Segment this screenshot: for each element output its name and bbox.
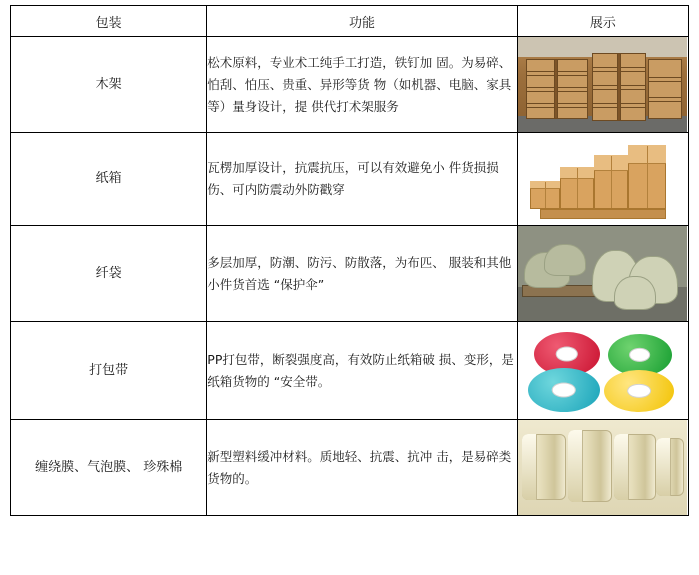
packaging-table [10, 5, 689, 516]
film-roll [614, 434, 656, 500]
film-roll [568, 430, 612, 502]
crate-post [617, 53, 621, 121]
film-roll [656, 438, 684, 496]
woven-bag [614, 276, 656, 310]
cell-package-name: 打包带 [11, 322, 207, 420]
film-roll [522, 434, 566, 500]
table-header-row [11, 6, 689, 37]
carton-box [560, 167, 594, 209]
table-row [11, 322, 689, 420]
cell-display-image [517, 37, 688, 133]
carton-box [628, 145, 666, 209]
woven-bag [544, 244, 586, 276]
cell-function-text: 瓦楞加厚设计，抗震抗压，可以有效避免小 件货损损伤、可内防震动外防戳穿 [207, 133, 517, 226]
cell-package-name: 木架 [11, 37, 207, 133]
packaging-table-page [0, 5, 699, 575]
crate-slat [648, 77, 682, 82]
table-row [11, 226, 689, 322]
cell-display-image [517, 322, 688, 420]
cell-function-text: 新型塑料缓冲材料。质地轻、抗震、抗冲 击，是易碎类货物的。 [207, 420, 517, 516]
cell-package-name: 缠绕膜、气泡膜、 珍殊棉 [11, 420, 207, 516]
cell-package-name: 纸箱 [11, 133, 207, 226]
crate-post [554, 59, 558, 119]
crate-panel [648, 59, 682, 119]
cell-display-image [517, 226, 688, 322]
table-header [11, 6, 689, 37]
cell-display-image [517, 133, 688, 226]
table-row [11, 133, 689, 226]
cell-function-text: PP打包带，断裂强度高，有效防止纸箱破 损、变形，是纸箱货物的 “安全带。 [207, 322, 517, 420]
carton-base [540, 209, 666, 219]
cell-function-text: 松术原料，专业术工纯手工打造，铁钉加 固。为易碎、怕刮、怕压、贵重、异形等货 物（如机器、电脑、家具等）量身设计，提 供代打术架服务 [207, 37, 517, 133]
woven-bag-photo [518, 226, 687, 321]
table-row [11, 37, 689, 133]
wooden-crate-photo [518, 37, 687, 132]
strapping-reel-cyan [528, 368, 600, 412]
column-header-package: 包装 [11, 6, 207, 37]
cell-package-name: 纤袋 [11, 226, 207, 322]
column-header-function: 功能 [207, 6, 517, 37]
carton-box-photo [518, 133, 687, 225]
column-header-display: 展示 [517, 6, 688, 37]
table-row [11, 420, 689, 516]
cell-function-text: 多层加厚，防潮、防污、防散落，为布匹、 服装和其他小件货首选 “保护伞” [207, 226, 517, 322]
strapping-reel-photo [518, 322, 687, 419]
carton-box [594, 155, 628, 209]
carton-box [530, 181, 560, 209]
stretch-film-photo [518, 420, 687, 515]
crate-slat [648, 97, 682, 102]
strapping-reel-yellow [604, 370, 674, 412]
table-body [11, 37, 689, 516]
cell-display-image [517, 420, 688, 516]
